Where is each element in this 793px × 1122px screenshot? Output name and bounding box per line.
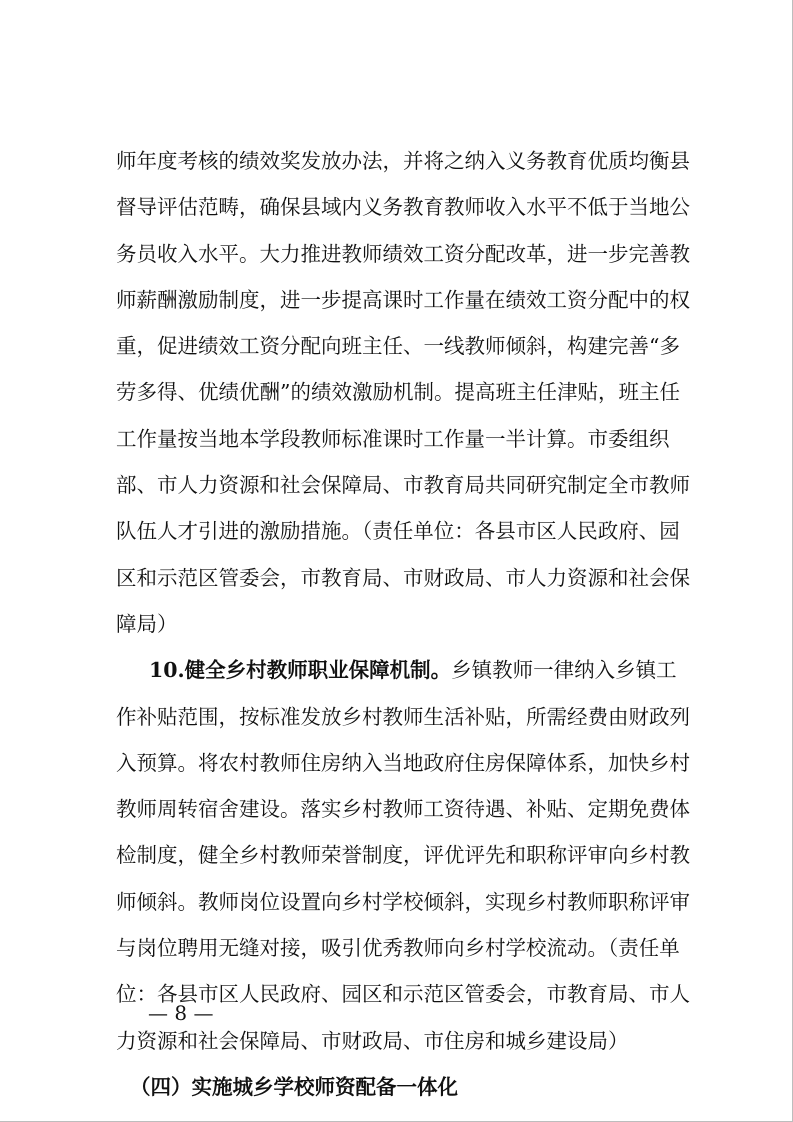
paragraph-line: 师倾斜。教师岗位设置向乡村学校倾斜，实现乡村教师职称评审 — [116, 889, 690, 914]
page-number: — 8 — — [148, 1001, 214, 1025]
paragraph-line: 教师周转宿舍建设。落实乡村教师工资待遇、补贴、定期免费体 — [116, 797, 690, 822]
paragraph-line: 重，促进绩效工资分配向班主任、一线教师倾斜，构建完善“多 — [116, 334, 680, 359]
paragraph-line: 区和示范区管委会，市教育局、市财政局、市人力资源和社会保 — [116, 565, 690, 590]
paragraph-line: 部、市人力资源和社会保障局、市教育局共同研究制定全市教师 — [116, 473, 690, 498]
paragraph-line: 与岗位聘用无缝对接，吸引优秀教师向乡村学校流动。（责任单 — [116, 936, 680, 961]
item-10-text: 乡镇教师一律纳入乡镇工 — [451, 658, 677, 683]
document-body — [116, 138, 696, 1110]
paragraph-line: 师年度考核的绩效奖发放办法，并将之纳入义务教育优质均衡县 — [116, 149, 690, 173]
paragraph-line: 障局） — [116, 611, 178, 636]
paragraph-line: 师薪酬激励制度，进一步提高课时工作量在绩效工资分配中的权 — [116, 287, 690, 312]
paragraph-line: 队伍人才引进的激励措施。（责任单位：各县市区人民政府、园 — [116, 519, 680, 544]
paragraph-line: 督导评估范畴，确保县域内义务教育教师收入水平不低于当地公 — [116, 195, 690, 220]
paragraph-line: 位：各县市区人民政府、园区和示范区管委会，市教育局、市人 — [116, 982, 690, 1007]
paragraph-line: 检制度，健全乡村教师荣誉制度，评优评先和职称评审向乡村教 — [116, 843, 690, 868]
section-heading: （四）实施城乡学校师资配备一体化 — [130, 1074, 458, 1099]
paragraph-line: 工作量按当地本学段教师标准课时工作量一半计算。市委组织 — [116, 426, 670, 451]
paragraph-line: 劳多得、优绩优酬”的绩效激励机制。提高班主任津贴，班主任 — [116, 380, 680, 405]
paragraph-line: 作补贴范围，按标准发放乡村教师生活补贴，所需经费由财政列 — [116, 704, 690, 729]
paragraph-line: 入预算。将农村教师住房纳入当地政府住房保障体系，加快乡村 — [116, 750, 690, 775]
item-10-first-line — [116, 647, 696, 693]
paragraph-line: 力资源和社会保障局、市财政局、市住房和城乡建设局） — [116, 1028, 629, 1053]
item-10-heading: 10.健全乡村教师职业保障机制。 — [149, 658, 452, 683]
paragraph-line: 务员收入水平。大力推进教师绩效工资分配改革，进一步完善教 — [116, 241, 690, 266]
